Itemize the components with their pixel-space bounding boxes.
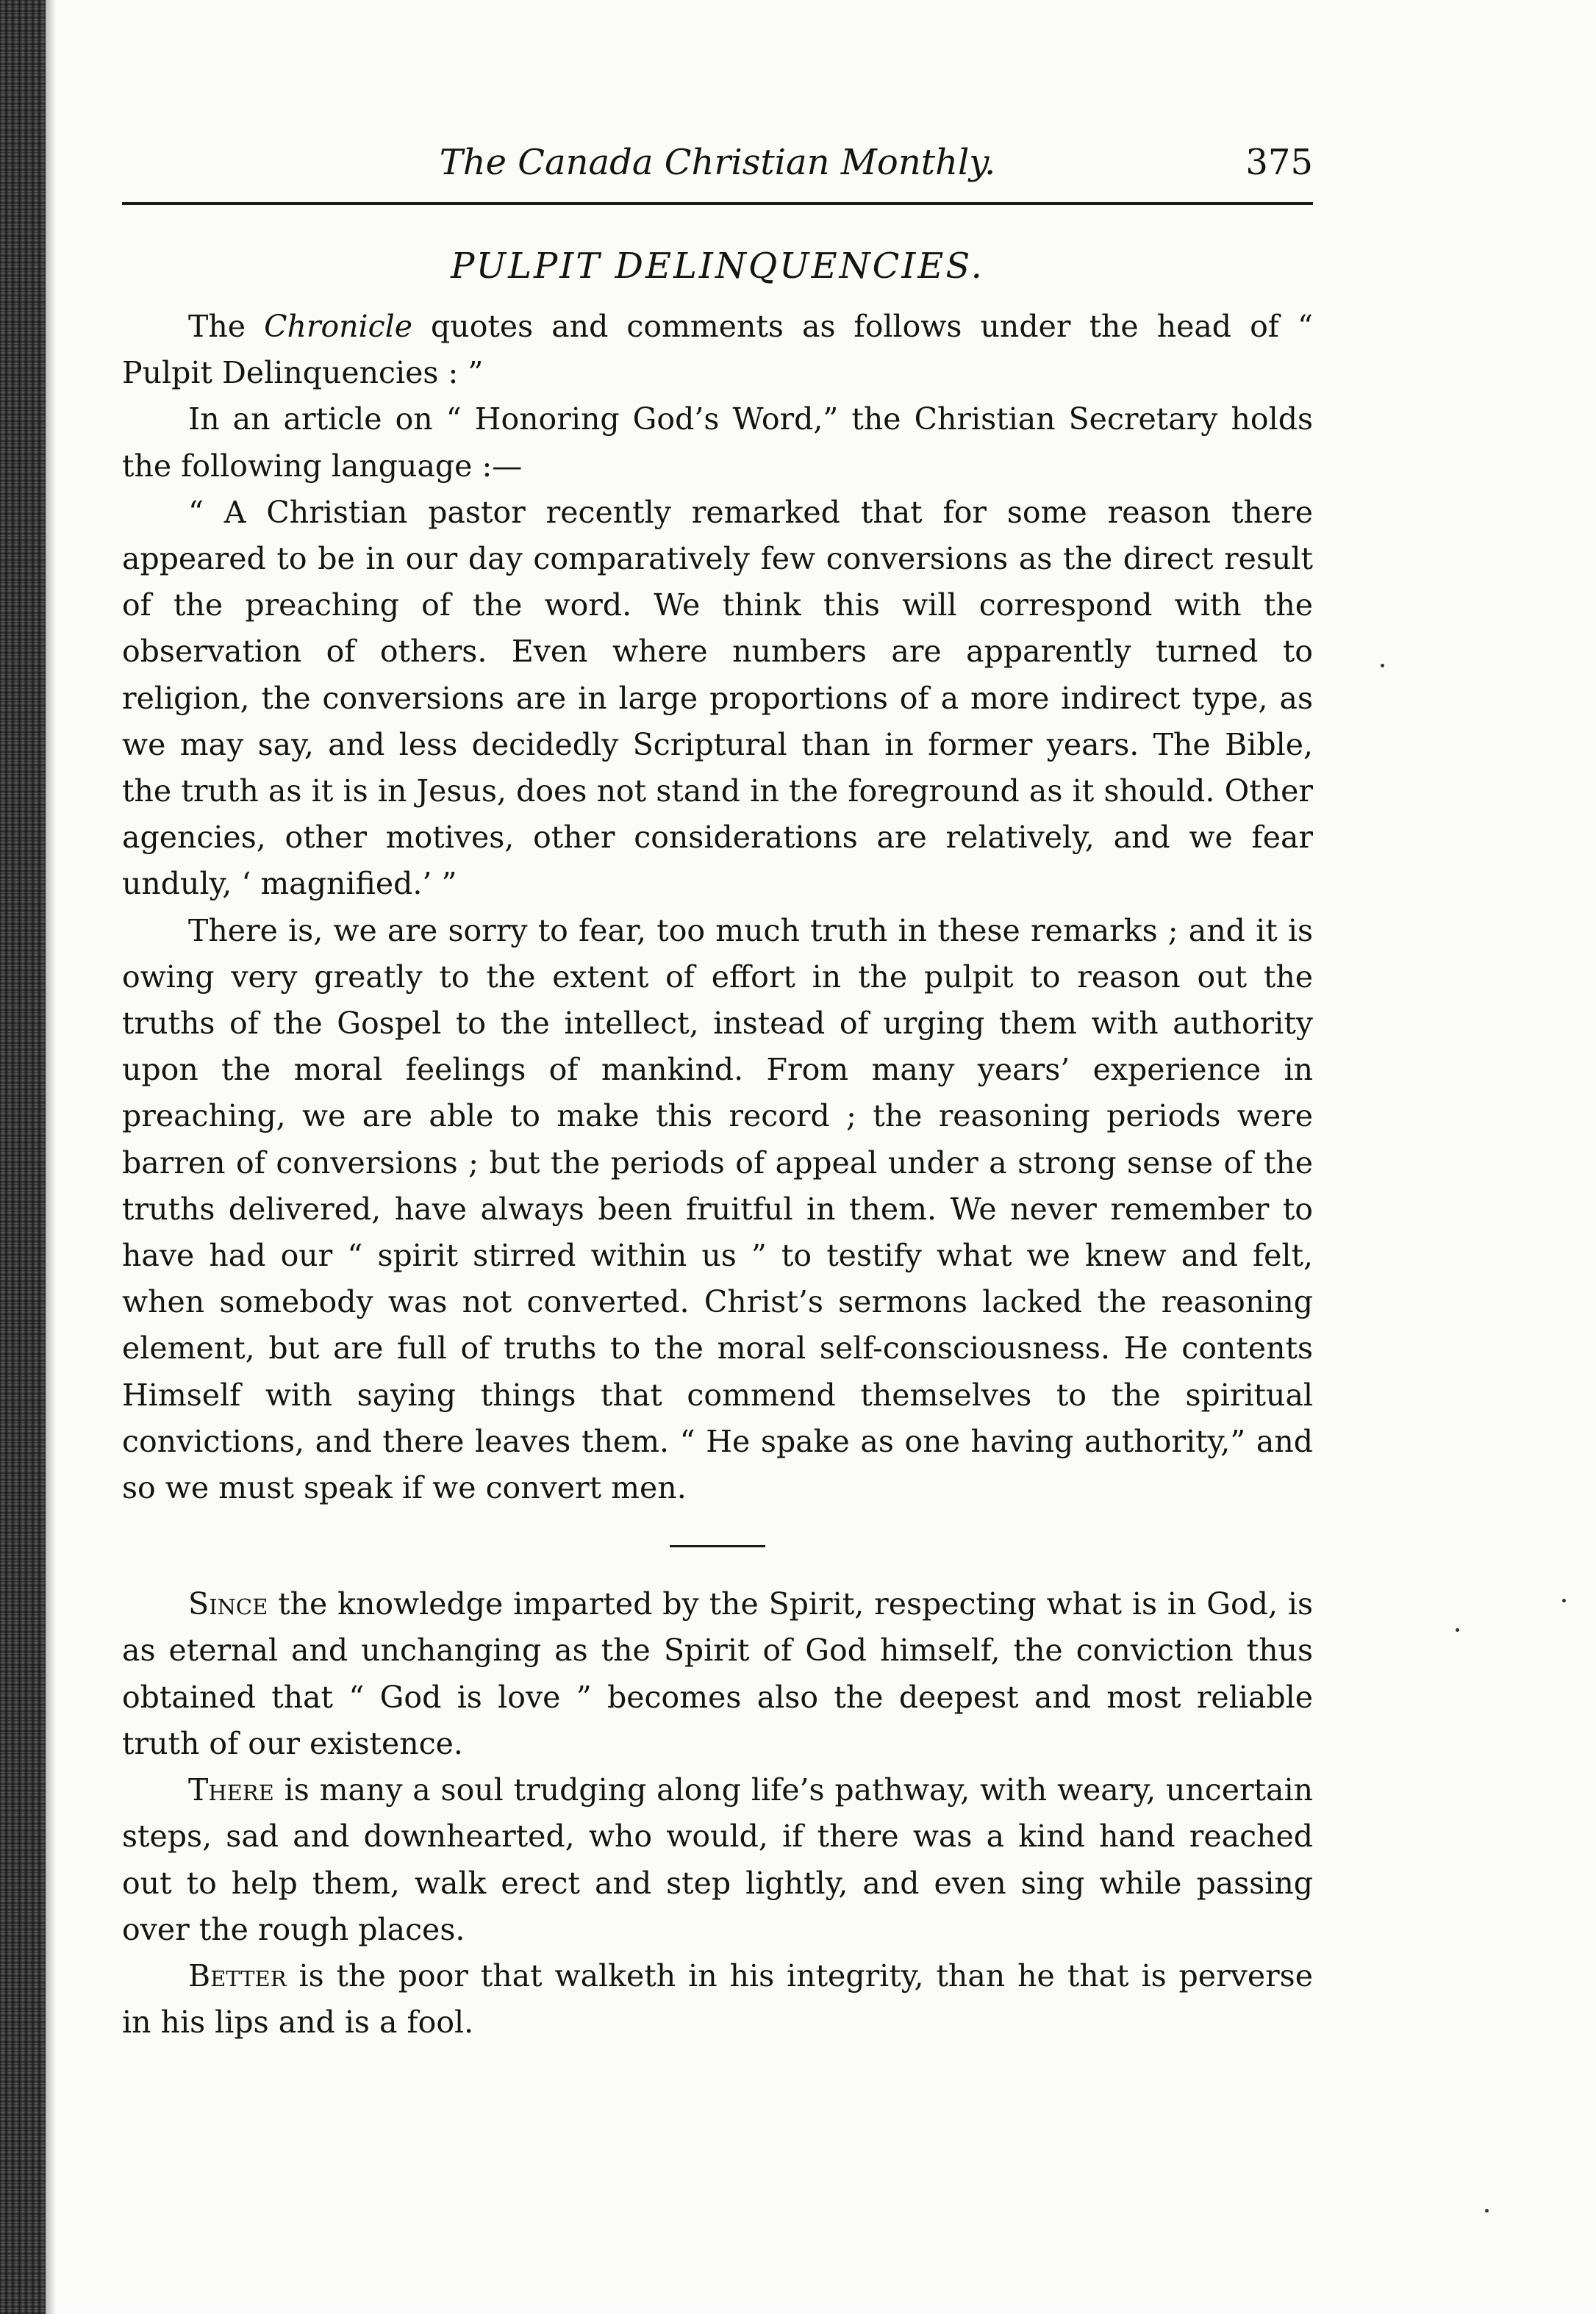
note-lead-word: Since (188, 1586, 268, 1622)
article-paragraph: In an article on “ Honoring God’s Word,” the Christian Secretary holds the following language :— (122, 401, 1313, 484)
page-binding-edge (0, 0, 46, 2314)
article-paragraph (122, 304, 1313, 396)
page-content (122, 136, 1313, 2046)
note-text: is many a soul trudging along life’s pathway, with weary, uncertain steps, sad and downhearted, who would, if there was a kind hand reached out to help them, walk erect and step lightly, and even sing while passing over the rough places. (122, 1772, 1313, 1947)
article-title: PULPIT DELINQUENCIES. (451, 246, 984, 287)
note-lead-word: Better (188, 1957, 287, 1994)
publication-name: Chronicle (264, 309, 412, 344)
running-title: The Canada Christian Monthly. (439, 142, 996, 183)
section-divider (670, 1545, 765, 1547)
page-header (122, 136, 1313, 202)
scan-speck (1562, 1599, 1566, 1602)
scan-speck (1456, 1628, 1459, 1632)
note-text: is the poor that walketh in his integrity, than he that is perverse in his lips and is a fool. (122, 1957, 1313, 2041)
note-text: the knowledge imparted by the Spirit, respecting what is in God, is as eternal and unchanging as the Spirit of God himself, the conviction thus obtained that “ God is love ” becomes also the deepest and most reliable truth of our existence. (122, 1586, 1313, 1761)
note-paragraph (122, 1953, 1313, 2046)
article-paragraph: There is, we are sorry to fear, too much truth in these remarks ; and it is owing very greatly to the extent of effort in the pulpit to reason out the truths of the Gospel to the intellect, instead of urging them with authority upon the moral feelings of mankind. From many years’ experience in preaching, we are able to make this record ; the reasoning periods were barren of conversions ; but the periods of appeal under a strong sense of the truths delivered, have always been fruitful in them. We never remember to have had our “ spirit stirred within us ” to testify what we knew and felt, when somebody was not converted. Christ’s sermons lacked the reasoning element, but are full of truths to the moral self-consciousness. He contents Himself with saying things that commend themselves to the spiritual convictions, and there leaves them. “ He spake as one having authority,” and so we must speak if we convert men. (122, 912, 1313, 1506)
header-rule (122, 202, 1313, 205)
scan-speck (1381, 664, 1384, 667)
note-paragraph (122, 1581, 1313, 1767)
quoted-paragraph: “ A Christian pastor recently remarked that for some reason there appeared to be in our day comparatively few conversions as the direct result of the preaching of the word. We think this will correspond with the observation of others. Even where numbers are apparently turned to religion, the conversions are in large proportions of a more indirect type, as we may say, and less decidedly Scriptural than in former years. The Bible, the truth as it is in Jesus, does not stand in the foreground as it should. Other agencies, other motives, other considerations are relatively, and we fear unduly, ‘ magnified.’ ” (122, 494, 1313, 902)
scan-speck (1485, 2209, 1489, 2213)
note-lead-word: There (188, 1772, 274, 1808)
paragraph-text: quotes and comments as follows under the head of “ Pulpit Delinquencies : ” (122, 309, 1313, 391)
note-paragraph (122, 1767, 1313, 1953)
page-number: 375 (1245, 142, 1313, 183)
paragraph-text: The (188, 309, 265, 344)
